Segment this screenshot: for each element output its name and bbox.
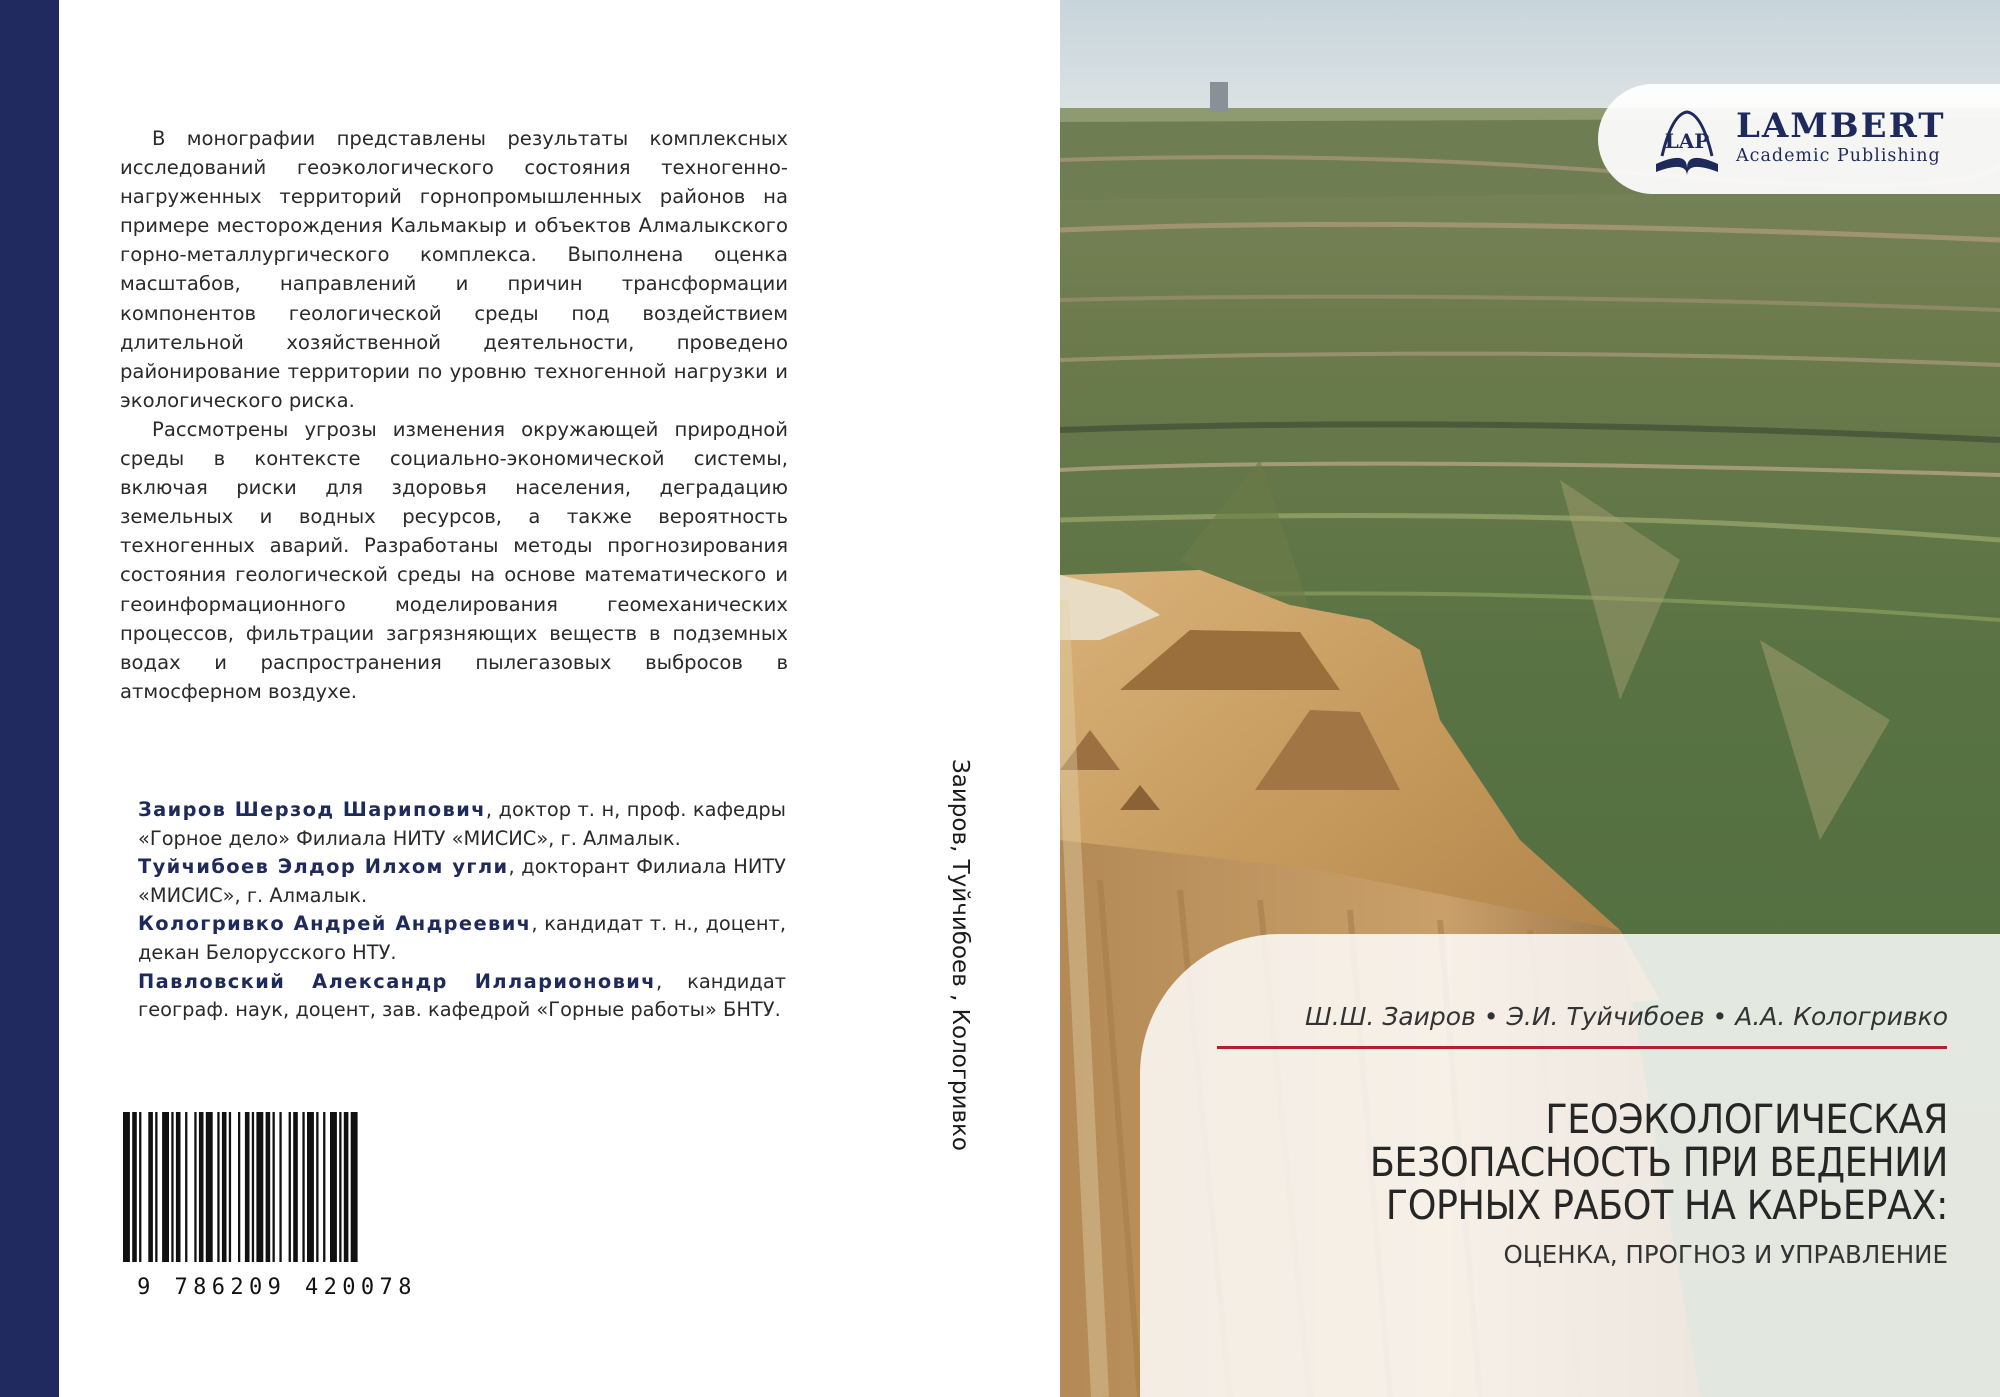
barcode-bar	[266, 1112, 271, 1262]
annotation-paragraph-2: Рассмотрены угрозы изменения окружающей природной среды в контексте социально-экономической системы, включая риски для здоровья населения, деградацию земельных и водных ресурсов, а также вероятность техногенных аварий. Разработаны методы прогнозирования состояния геологической среды на основе математического и геоинформационного моделирования геомеханических процессов, фильтрации загрязняющих веществ в подземных водах и распространения пылегазовых выбросов в атмосферном воздухе.	[120, 417, 788, 703]
barcode-bar	[185, 1112, 187, 1262]
lap-book-icon	[1648, 106, 1726, 178]
barcode-bar	[132, 1112, 137, 1262]
barcode-bar	[222, 1112, 227, 1262]
author-credentials: , доктор т. н, проф. кафедры «Горное дело» Филиала НИТУ «МИСИС», г. Алмалык.	[138, 798, 786, 850]
title-line: ГОРНЫХ РАБОТ НА КАРЬЕРАХ:	[1385, 1181, 1948, 1229]
title-line: ГЕОЭКОЛОГИЧЕСКАЯ	[1545, 1095, 1948, 1143]
barcode-bar	[293, 1112, 298, 1262]
barcode-bar	[316, 1112, 318, 1262]
barcode-bar	[171, 1112, 173, 1262]
isbn-barcode	[117, 1104, 437, 1299]
barcode-bar	[155, 1112, 157, 1262]
author-credentials: , кандидат географ. наук, доцент, зав. кафедрой «Горные работы» БНТУ.	[138, 969, 786, 1022]
author-credentials: , докторант Филиала НИТУ «МИСИС», г. Алмалык.	[138, 855, 786, 907]
barcode-bar	[162, 1112, 169, 1262]
front-authors: Ш.Ш. Заиров • Э.И. Туйчибоев • А.А. Кологривко	[1305, 1002, 1948, 1031]
barcode-bar	[148, 1112, 153, 1262]
author-bios	[138, 796, 786, 1025]
barcode-bar	[344, 1112, 349, 1262]
title-line: БЕЗОПАСНОСТЬ ПРИ ВЕДЕНИИ	[1369, 1138, 1948, 1186]
barcode-bar	[194, 1112, 196, 1262]
barcode-bar	[330, 1112, 337, 1262]
author-name: Павловский Александр Илларионович	[138, 969, 656, 993]
isbn-digits: 9 786209 420078	[137, 1275, 417, 1299]
barcode-bar	[273, 1112, 275, 1262]
barcode-bar	[351, 1112, 358, 1262]
author-bio	[138, 910, 786, 967]
author-credentials: , кандидат т. н., доцент, декан Белорусского НТУ.	[138, 912, 786, 964]
author-name: Кологривко Андрей Андреевич	[138, 912, 532, 936]
barcode-bar	[238, 1112, 240, 1262]
author-name: Заиров Шерзод Шарипович	[138, 798, 486, 821]
barcode-bar	[229, 1112, 231, 1262]
barcode-bar	[199, 1112, 204, 1262]
barcode-bar	[302, 1112, 304, 1262]
author-name: Туйчибоев Элдор Илхом угли	[138, 855, 509, 879]
book-title	[1208, 1095, 1948, 1229]
annotation-text	[120, 124, 788, 706]
barcode-bar	[289, 1112, 291, 1262]
barcode-bar	[176, 1112, 181, 1262]
barcode-bar	[206, 1112, 213, 1262]
front-cover	[1060, 0, 2000, 1397]
barcode-bar	[123, 1112, 130, 1262]
barcode-bar	[339, 1112, 341, 1262]
barcode-bar	[245, 1112, 250, 1262]
left-navy-edge	[0, 0, 59, 1397]
barcode-bar	[217, 1112, 219, 1262]
barcode-bar	[307, 1112, 314, 1262]
barcode-bar	[139, 1112, 141, 1262]
barcode-bar	[252, 1112, 254, 1262]
lap-emblem-text: LAP	[1664, 129, 1710, 153]
book-subtitle: ОЦЕНКА, ПРОГНОЗ И УПРАВЛЕНИЕ	[1503, 1240, 1948, 1269]
barcode-bar	[323, 1112, 325, 1262]
publisher-tagline: Academic Publishing	[1736, 146, 1941, 166]
title-divider	[1217, 1046, 1947, 1049]
author-bio	[138, 796, 786, 853]
barcode-bar	[279, 1112, 281, 1262]
barcode-bar	[256, 1112, 263, 1262]
spine-authors: Заиров, Туйчибоев , Кологривко	[947, 759, 973, 1151]
author-bio	[138, 968, 786, 1025]
publisher-logo	[1598, 84, 2000, 194]
author-bio	[138, 853, 786, 910]
publisher-name: LAMBERT	[1736, 106, 1946, 146]
annotation-paragraph-1: В монографии представлены результаты комплексных исследований геоэкологического состояния техногенно-нагруженных территорий горнопромышленных районов на примере месторождения Кальмакыр и объектов Алмалыкского горно-металлургического комплекса. Выполнена оценка масштабов, направлений и причин трансформации компонентов геологической среды под воздействием длительной хозяйственной деятельности, проведено районирование территории по уровню техногенной нагрузки и экологического риска.	[120, 127, 788, 412]
